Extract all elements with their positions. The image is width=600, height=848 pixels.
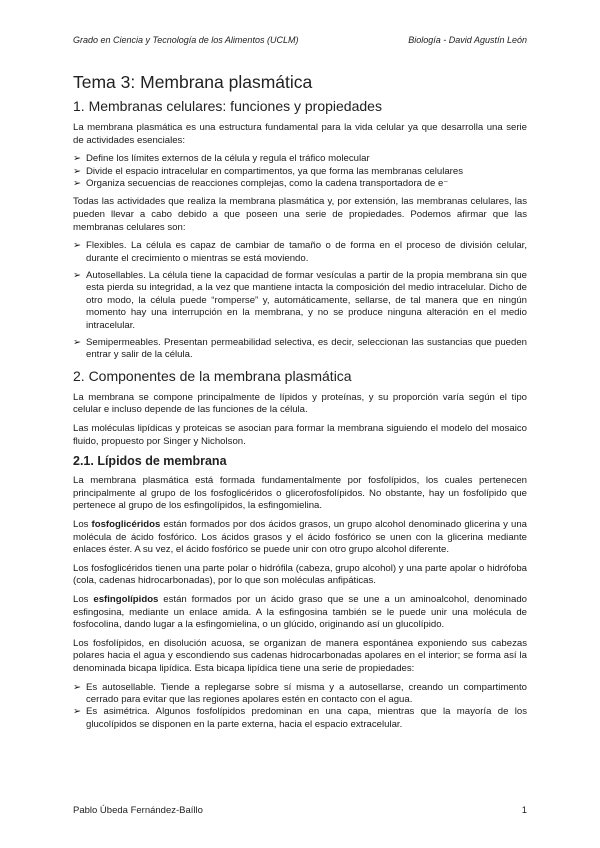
page-title: Tema 3: Membrana plasmática [73, 72, 313, 92]
section-1-intro: La membrana plasmática es una estructura fundamental para la vida celular ya que desarrolla una serie de actividades esenciales: [73, 122, 527, 146]
section-2-paragraph: La membrana se compone principalmente de lípidos y proteínas, y su proporción varía según el tipo celular e incluso depende de las funciones de la célula. [73, 391, 527, 416]
arrow-bullet-icon: ➢ [73, 153, 82, 165]
header-subject: Biología - David Agustín León [408, 35, 527, 45]
bilayer-properties-list [73, 682, 527, 732]
list-item-text: Autosellables. La célula tiene la capacidad de formar vesículas a partir de la propia membrana sin que esta pierda su integridad, a la vez que mantiene intacta la composición del medio intracelular. Dicho de otro modo, la célula puede “romperse” y, automáticamente, sellarse, de tal manera que en ningún momento hay una interrupción en la membrana, y no se produce ninguna alteración en el medio intracelular. [86, 270, 527, 331]
section-2-1-paragraph [73, 594, 527, 632]
text-run: están formados por dos ácidos grasos, un grupo alcohol denominado glicerina y una molécula de ácido fosfórico. Los ácidos grasos y el ácido fosfórico se unen con la glicerina mediante enlaces éster. A su vez, el ácido fosfórico se puede unir con otro grupo alcohol diferente. [73, 519, 527, 556]
list-item-text: Flexibles. La célula es capaz de cambiar de tamaño o de forma en el proceso de división celular, durante el crecimiento o mientras se está moviendo. [86, 240, 527, 264]
arrow-bullet-icon: ➢ [73, 178, 82, 189]
list-item [73, 240, 527, 265]
text-run: están formados por un ácido graso que se une a un aminoalcohol, denominado esfingosina, mediante un enlace amida. A la esfingosina también se le puede unir una molécula de fosfocolina, dando lugar a la esfingomielina, o un glúcido, originando así un glucolípido. [73, 593, 527, 631]
page-header [73, 35, 527, 49]
list-item [73, 166, 527, 178]
section-2-1-paragraph: Los fosfolípidos, en disolución acuosa, se organizan de manera espontánea exponiendo sus cabezas polares hacia el agua y escondiendo sus cadenas hidrocarbonadas apolares en el interior; se forma así la denominada bicapa lipídica. Esta bicapa lipídica tiene una serie de propiedades: [73, 637, 527, 674]
list-item [73, 706, 527, 731]
section-1-paragraph: Todas las actividades que realiza la membrana plasmática y, por extensión, las membranas celulares, las pueden llevar a cabo debido a que poseen una serie de propiedades. Podemos afirmar que las membranas celulares son: [73, 196, 527, 233]
list-item [73, 270, 527, 332]
list-item-text: Organiza secuencias de reacciones complejas, como la cadena transportadora de e⁻ [86, 178, 449, 189]
list-item-text: Es autosellable. Tiende a replegarse sobre sí misma y a autosellarse, creando un compartimento cerrado para evitar que las regiones apolares estén en contacto con el agua. [86, 681, 527, 705]
page-number: 1 [521, 805, 527, 816]
text-run: Los [73, 593, 94, 605]
section-2-1-paragraph [73, 519, 527, 557]
header-course: Grado en Ciencia y Tecnología de los Alimentos (UCLM) [73, 35, 299, 45]
list-item [73, 153, 527, 165]
arrow-bullet-icon: ➢ [73, 270, 82, 281]
list-item-text: Divide el espacio intracelular en compartimentos, ya que forma las membranas celulares [86, 165, 463, 177]
arrow-bullet-icon: ➢ [73, 337, 82, 349]
list-item-text: Semipermeables. Presentan permeabilidad selectiva, es decir, seleccionan las sustancias que pueden entrar y salir de la célula. [86, 337, 527, 361]
arrow-bullet-icon: ➢ [73, 165, 82, 177]
list-item-text: Define los límites externos de la célula y regula el tráfico molecular [86, 153, 370, 165]
list-item [73, 682, 527, 707]
arrow-bullet-icon: ➢ [73, 706, 82, 718]
section-2-paragraph: Las moléculas lipídicas y proteicas se asocian para formar la membrana siguiendo el modelo del mosaico fluido, propuesto por Singer y Nicholson. [73, 423, 527, 447]
section-2-1-paragraph: Los fosfoglicéridos tienen una parte polar o hidrófila (cabeza, grupo alcohol) y una parte apolar o hidrófoba (cola, cadenas hidrocarbonadas), por lo que son moléculas anfipáticas. [73, 562, 527, 587]
section-2-1-paragraph: La membrana plasmática está formada fundamentalmente por fosfolípidos, los cuales pertenecen principalmente al grupo de los fosfoglicéridos o glicerofosfolípidos. No obstante, hay un fosfolípido que pertenece al grupo de los esfingolípidos, la esfingomielina. [73, 475, 527, 512]
bold-term: fosfoglicéridos [91, 519, 161, 530]
arrow-bullet-icon: ➢ [73, 681, 82, 693]
list-item [73, 178, 527, 190]
footer-author: Pablo Úbeda Fernández-Baíllo [73, 805, 203, 816]
list-item [73, 337, 527, 362]
functions-list [73, 153, 527, 190]
list-item-text: Es asimétrica. Algunos fosfolípidos predominan en una capa, mientras que la mayoría de los glucolípidos se disponen en la parte externa, hacia el espacio extracelular. [86, 706, 527, 730]
bold-term: esfingolípidos [93, 593, 159, 605]
section-2-heading: 2. Componentes de la membrana plasmática [73, 367, 352, 384]
section-2-1-heading: 2.1. Lípidos de membrana [73, 454, 227, 469]
properties-list [73, 240, 527, 362]
text-run: Los [73, 519, 92, 530]
page-content [73, 72, 527, 737]
page-footer [73, 805, 527, 819]
section-1-heading: 1. Membranas celulares: funciones y propiedades [73, 98, 382, 114]
arrow-bullet-icon: ➢ [73, 240, 82, 252]
